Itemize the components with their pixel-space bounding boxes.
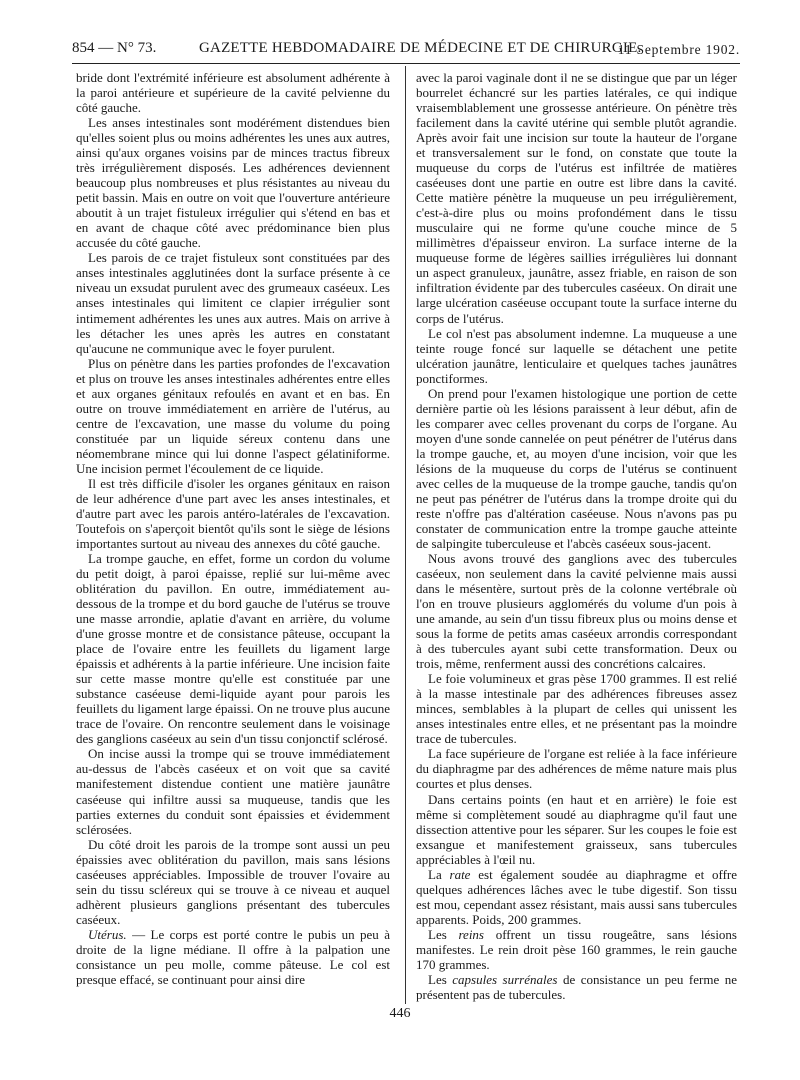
section-label-uterus: Utérus. [88,926,127,942]
text-run: offrent un tissu rougeâtre, sans lésions manifestes. Le rein droit pèse 160 grammes, le rein gauche 170 grammes. [416,926,737,972]
spleen-paragraph [416,867,737,927]
text-run: Les [428,971,453,987]
term-rate: rate [449,866,471,882]
term-reins: reins [458,926,484,942]
column-divider [405,66,406,1004]
text-run: La [428,866,450,882]
page-folio: 446 [389,1006,411,1021]
paragraph-text: — Le corps est porté contre le pubis un peu à droite de la ligne médiane. Il offre à la palpation une consistance un peu molle, comme pâteuse. Le col est presque effacé, se continuant pour ainsi dire [76,926,390,987]
paragraph: Les parois de ce trajet fistuleux sont constituées par des anses intestinales agglutinées dont la surface présente à ce niveau un exsudat purulent avec des grumeaux caséeux. Les anses intestinales qui limitent ce clapier irrégulier sont intimement adhérentes les unes aux autres. Mais on arrive à les détacher les unes après les autres en constatant qu'aucune ne communique avec le foyer purulent. [76,250,390,356]
paragraph: bride dont l'extrémité inférieure est absolument adhérente à la paroi antérieure et supérieure de la cavité pelvienne du côté gauche. [76,70,390,116]
text-run: de consistance un peu ferme ne présentent pas de tubercules. [416,971,737,1002]
adrenal-paragraph [416,972,737,1002]
text-run: Les [428,926,459,942]
text-run: est également soudée au diaphragme et offre quelques adhérences lâches avec le tube digestif. Son tissu est mou, cependant assez résistant, mais aussi sans tubercules apparents. Poids, 200 grammes. [416,866,737,927]
right-column [416,70,737,1002]
paragraph: Le foie volumineux et gras pèse 1700 grammes. Il est relié à la masse intestinale par des adhérences fibreuses assez minces, semblables à la plupart de celles qui unissent les anses intestinales entre elles, et ne présentant pas la moindre trace de tubercules. [416,671,737,747]
header-rule [72,63,740,64]
left-column [76,70,390,987]
paragraph: La trompe gauche, en effet, forme un cordon du volume du petit doigt, à paroi épaisse, replié sur lui-même avec oblitération du pavillon. En outre, immédiatement au-dessous de la trompe et du bord gauche de l'utérus se trouve une masse arrondie, aplatie d'avant en arrière, du volume d'une grosse montre et de consistance pâteuse, occupant la place de l'ovaire entre les feuillets du ligament large épaissis et adhérents à la partie inférieure. Une incision faite sur cette masse montre qu'elle est constituée par une substance caséeuse demi-liquide ayant pour parois les feuillets du ligament large épaissi. On ne trouve plus aucune trace de l'ovaire. On rencontre seulement dans le voisinage des ganglions caséeux au sein d'un tissu conjonctif sclérosé. [76,551,390,747]
paragraph: Les anses intestinales sont modérément distendues bien qu'elles soient plus ou moins adhérentes les unes aux autres, ainsi qu'aux organes voisins par de minces tractus fibreux très irrégulièrement disposés. Les adhérences deviennent beaucoup plus nombreuses et plus résistantes au niveau du petit bassin. Mais en outre on voit que l'ouverture antérieure aboutit à un trajet fistuleux irrégulier qui s'étend en bas et en avant de chaque côté avec prédominance bien plus accusée du côté gauche. [76,115,390,251]
paragraph: On incise aussi la trompe qui se trouve immédiatement au-dessus de l'abcès caséeux et on voit que sa cavité manifestement distendue contient une matière jaunâtre caséeuse qui infiltre aussi sa muqueuse, tandis que les parties externes du conduit sont épaissies et évidemment sclérosées. [76,746,390,837]
issue-date: 11 Septembre 1902. [617,42,740,57]
paragraph: Il est très difficile d'isoler les organes génitaux en raison de leur adhérence d'une part avec les anses intestinales, et d'autre part avec les parois antéro-latérales de l'excavation. Toutefois on s'aperçoit bientôt qu'ils sont le siège de lésions importantes surtout au niveau des annexes du côté gauche. [76,475,390,551]
uterus-paragraph [76,927,390,987]
page-issue-number: 854 — N° 73. [72,40,157,56]
paragraph: Nous avons trouvé des ganglions avec des tubercules caséeux, non seulement dans la cavité pelvienne mais aussi dans le mésentère, surtout près de la colonne vertébrale où l'on en trouve plusieurs agglomérés du volume d'un pois à une amande, au sein d'un tissu fibreux plus ou moins dense et sous la forme de petits amas caséeux arrondis correspondant à des tubercules ayant subi cette transformation. Deux ou trois, même, renferment aussi des concrétions calcaires. [416,551,737,672]
journal-title: GAZETTE HEBDOMADAIRE DE MÉDECINE ET DE CHIRURGIE. [199,40,642,56]
kidney-paragraph [416,927,737,972]
paragraph: Plus on pénètre dans les parties profondes de l'excavation et plus on trouve les anses intestinales adhérentes entre elles et aux organes génitaux refoulés en avant et en bas. En outre on trouve immédiatement en arrière de l'utérus, au centre de l'excavation, une masse du volume du poing constituée par un liquide séreux contenu dans une néomembrane mince qui lui donne l'aspect gélatiniforme. Une incision permet l'écoulement de ce liquide. [76,355,390,476]
paragraph: avec la paroi vaginale dont il ne se distingue que par un léger bourrelet échancré sur les parties latérales, ce qui indique vraisemblablement une grossesse antérieure. On pénètre très facilement dans la cavité utérine qui semble plutôt agrandie. Après avoir fait une incision sur toute la hauteur de l'organe et transversalement sur le fond, on constate que toute la muqueuse du corps de l'utérus est infiltrée de matières caséeuses dont une partie en outre est libre dans la cavité. Cette matière pénètre la muqueuse un peu irrégulièrement, c'est-à-dire plus ou moins profondément dans le tissu musculaire qui ne forme qu'une couche mince de 5 millimètres d'épaisseur environ. La surface interne de la muqueuse forme de légères saillies irrégulières lui donnant un aspect granuleux, jaunâtre, assez friable, en raison de son infiltration évidente par des tubercules caséeux. On dirait une large ulcération caséeuse occupant toute la surface interne du corps de l'utérus. [416,70,737,326]
paragraph: Dans certains points (en haut et en arrière) le foie est même si complètement soudé au diaphragme qu'il faut une dissection attentive pour les séparer. Sur les coupes le foie est exsangue et manifestement graisseux, sans tubercules appréciables à l'œil nu. [416,791,737,867]
paragraph: Du côté droit les parois de la trompe sont aussi un peu épaissies avec oblitération du pavillon, mais sans lésions caséeuses appréciables. Impossible de trouver l'ovaire au sein du tissu scléreux qui se trouve à ce niveau et auquel adhèrent plusieurs ganglions présentant des tubercules caséeux. [76,836,390,927]
paragraph: Le col n'est pas absolument indemne. La muqueuse a une teinte rouge foncé sur laquelle se détachent une petite ulcération jaunâtre, lenticulaire et quelques taches jaunâtres ponctiformes. [416,325,737,386]
term-capsules-surrenales: capsules surrénales [452,971,558,987]
paragraph: La face supérieure de l'organe est reliée à la face inférieure du diaphragme par des adhérences de même nature mais plus courtes et plus denses. [416,746,737,792]
paragraph: On prend pour l'examen histologique une portion de cette dernière partie où les lésions paraissent à leur début, afin de les comparer avec celles provenant du corps de l'organe. Au moyen d'une sonde cannelée on peut pénétrer de l'utérus dans la trompe gauche, et, au moyen d'une incision, voir que les lésions de la muqueuse du corps de l'utérus se continuent avec celles de la muqueuse de la trompe gauche, tandis qu'on ne peut pas pénétrer de l'utérus dans la trompe droite qui du reste n'offre pas d'altération caséeuse. Nous n'avons pas pu constater de communication entre la trompe gauche atteinte de salpingite tuberculeuse et l'abcès caséeux sous-jacent. [416,385,737,551]
running-header [72,40,740,62]
